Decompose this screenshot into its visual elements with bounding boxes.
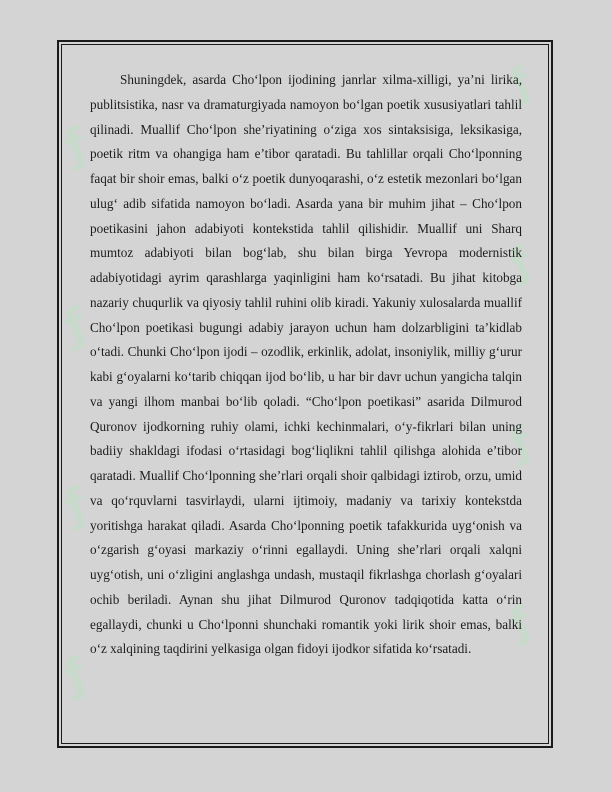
- watermark-logo-icon: ƒ: [57, 118, 95, 173]
- watermark-logo-icon: ƒ: [504, 418, 538, 468]
- body-paragraph: Shuningdek, asarda Cho‘lpon ijodining janrlar xilma-xilligi, ya’ni lirika, publitsistika, nasr va dramaturgiyada namoyon bo‘lgan poetik xususiyatlari tahlil qilinadi. Muallif Cho‘lpon she’riyatining o‘ziga xos sintaksisiga, leksikasiga, poetik ritm va ohangiga ham e’tibor qaratadi. Bu tahlillar orqali Cho‘lponning faqat bir shoir emas, balki o‘z poetik dunyoqarashi, o‘z estetik mezonlari bo‘lgan ulug‘ adib sifatida namoyon bo‘ladi. Asarda yana bir muhim jihat – Cho‘lpon poetikasini jahon adabiyoti kontekstida tahlil qilishidir. Muallif uni Sharq mumtoz adabiyoti bilan bog‘lab, shu bilan birga Yevropa modernistik adabiyotidagi ayrim qarashlarga yaqinligini ham ko‘rsatadi. Bu jihat kitobga nazariy chuqurlik va qiyosiy tahlil ruhini olib kiradi. Yakuniy xulosalarda muallif Cho‘lpon poetikasi bugungi adabiy jarayon uchun ham dolzarbligini ta’kidlab o‘tadi. Chunki Cho‘lpon ijodi – ozodlik, erkinlik, adolat, insoniylik, milliy g‘urur kabi g‘oyalarni ko‘tarib chiqqan ijod bo‘lib, u har bir davr uchun yangicha talqin va yangi ilhom manbai bo‘lib qoladi. “Cho‘lpon poetikasi” asarida Dilmurod Quronov ijodkorning ruhiy olami, ichki kechinmalari, o‘y-fikrlari bilan uning badiiy shakldagi ifodasi o‘rtasidagi bog‘liqlikni tahlil qilishga alohida e’tibor qaratadi. Muallif Cho‘lponning she’rlari orqali shoir qalbidagi iztirob, orzu, umid va qo‘rquvlarni tasvirlaydi, ularni ijtimoiy, madaniy va tarixiy kontekstda yoritishga harakat qiladi. Asarda Cho‘lponning poetik tafakkurida uyg‘onish va o‘zgarish g‘oyasi markaziy o‘rinni egallaydi. Uning she’rlari orqali xalqni uyg‘otish, uni o‘zligini anglashga undash, mustaqil fikrlashga chorlash g‘oyalari ochib beriladi. Aynan shu jihat Dilmurod Quronov tadqiqotida katta o‘rin egallaydi, chunki u Cho‘lponni shunchaki romantik yoki lirik shoir emas, balki o‘z xalqining taqdirini yelkasiga olgan fidoyi ijodkor sifatida ko‘rsatadi.: [90, 72, 522, 657]
- watermark-logo-icon: ƒ: [504, 238, 538, 288]
- watermark-logo-icon: ƒ: [57, 298, 95, 353]
- watermark-logo-icon: ƒ: [504, 598, 538, 648]
- watermark-logo-icon: ƒ: [504, 58, 538, 108]
- watermark-logo-icon: ƒ: [57, 478, 95, 533]
- watermark-logo-icon: ƒ: [57, 648, 95, 703]
